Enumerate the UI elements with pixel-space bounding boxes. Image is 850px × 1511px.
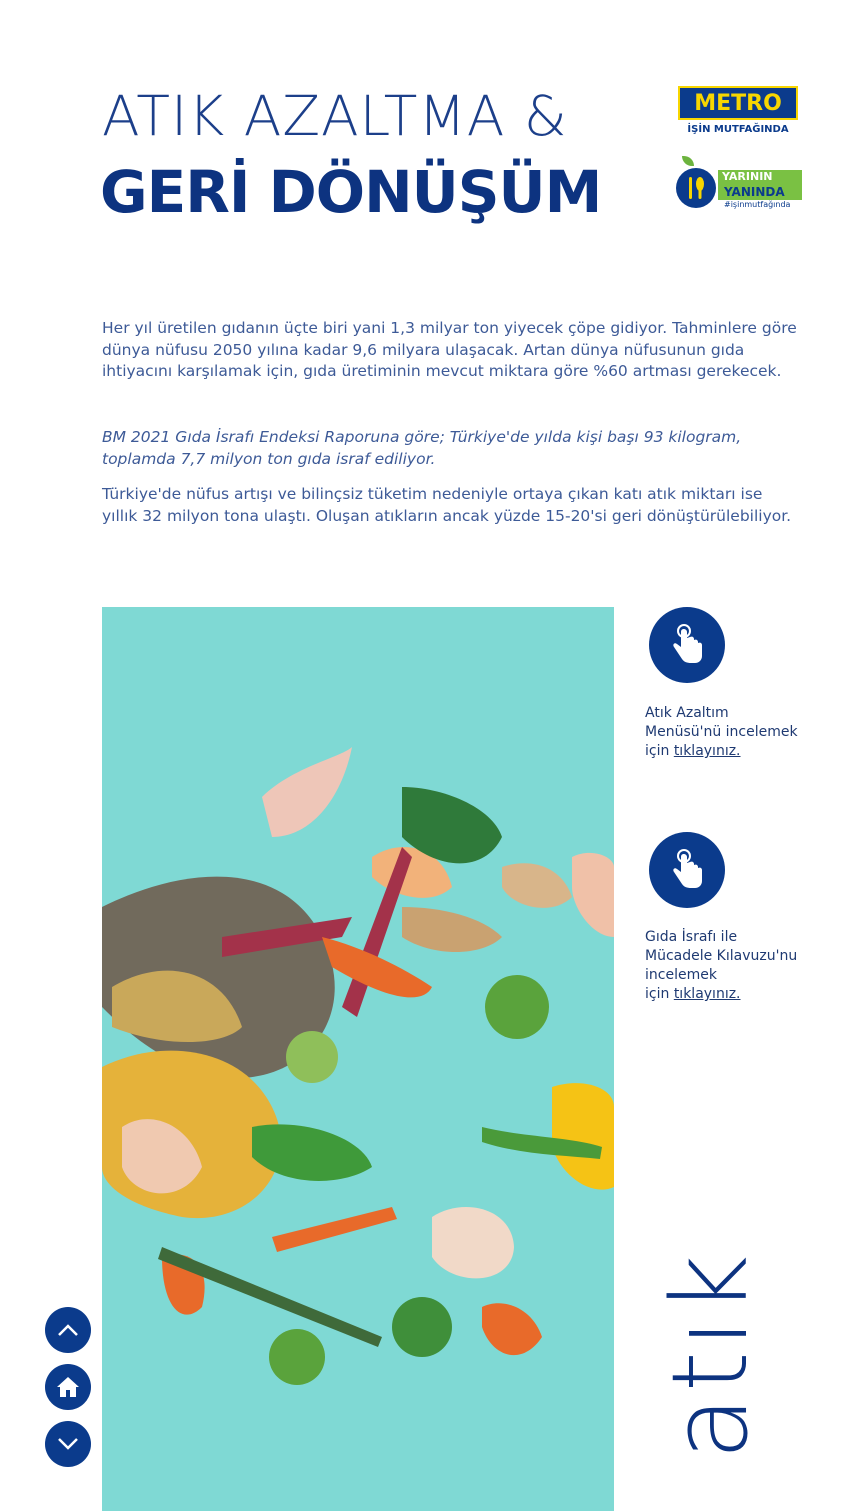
cutlery-icon (676, 168, 716, 208)
gida-israfi-link[interactable]: tıklayınız. (673, 986, 741, 1002)
atik-azaltim-link-text (645, 704, 825, 761)
link2-line2b: incelemek (645, 967, 717, 983)
link2-prefix: için (645, 986, 674, 1002)
campaign-line2: YANINDA (724, 185, 785, 199)
page-title-line2: GERİ DÖNÜŞÜM (100, 158, 602, 226)
vertical-word-atik: atık (649, 1250, 771, 1460)
link2-line2: Mücadele Kılavuzu'nu (645, 948, 798, 964)
link1-line2: Menüsü'nü incelemek (645, 724, 798, 740)
atik-azaltim-link[interactable]: tıklayınız. (673, 743, 741, 759)
gida-israfi-link-text (645, 928, 825, 1004)
intro-paragraph-2: BM 2021 Gıda İsrafı Endeksi Raporuna göre; Türkiye'de yılda kişi başı 93 kilogram, toplamda 7,7 milyon ton gıda israf ediliyor. (102, 428, 742, 468)
scroll-up-button[interactable] (45, 1307, 91, 1353)
campaign-hashtag: #işinmutfağında (724, 200, 791, 209)
food-waste-photo (102, 607, 614, 1511)
hand-pointer-icon (667, 623, 707, 667)
campaign-line1: YARININ (722, 170, 773, 183)
metro-logo (678, 86, 798, 120)
metro-tagline: İŞİN MUTFAĞINDA (687, 124, 789, 135)
home-button[interactable] (45, 1364, 91, 1410)
metro-logo-text: METRO (694, 90, 782, 116)
atik-azaltim-menu-button[interactable] (649, 607, 725, 683)
chevron-down-icon (56, 1436, 80, 1452)
link1-prefix: için (645, 743, 674, 759)
gida-israfi-guide-button[interactable] (649, 832, 725, 908)
hand-pointer-icon (667, 848, 707, 892)
scroll-down-button[interactable] (45, 1421, 91, 1467)
leaf-icon (682, 156, 694, 166)
chevron-up-icon (56, 1322, 80, 1338)
intro-paragraph-3: Türkiye'de nüfus artışı ve bilinçsiz tüketim nedeniyle ortaya çıkan katı atık miktarı ise yıllık 32 milyon tona ulaştı. Oluşan atıkların ancak yüzde 15-20'si geri dönüştürülebiliyor. (102, 485, 792, 525)
link2-line1: Gıda İsrafı ile (645, 929, 738, 945)
page-title-line1: ATIK AZALTMA & (102, 84, 568, 148)
link1-line1: Atık Azaltım (645, 705, 729, 721)
home-icon (55, 1375, 81, 1399)
intro-paragraph-1: Her yıl üretilen gıdanın üçte biri yani 1,3 milyar ton yiyecek çöpe gidiyor. Tahminlere göre dünya nüfusu 2050 yılına kadar 9,6 milyara ulaşacak. Artan dünya nüfusunun gıda ihtiyacını karşılamak için, gıda üretiminin mevcut miktara göre %60 artması gerekecek. (102, 319, 797, 380)
